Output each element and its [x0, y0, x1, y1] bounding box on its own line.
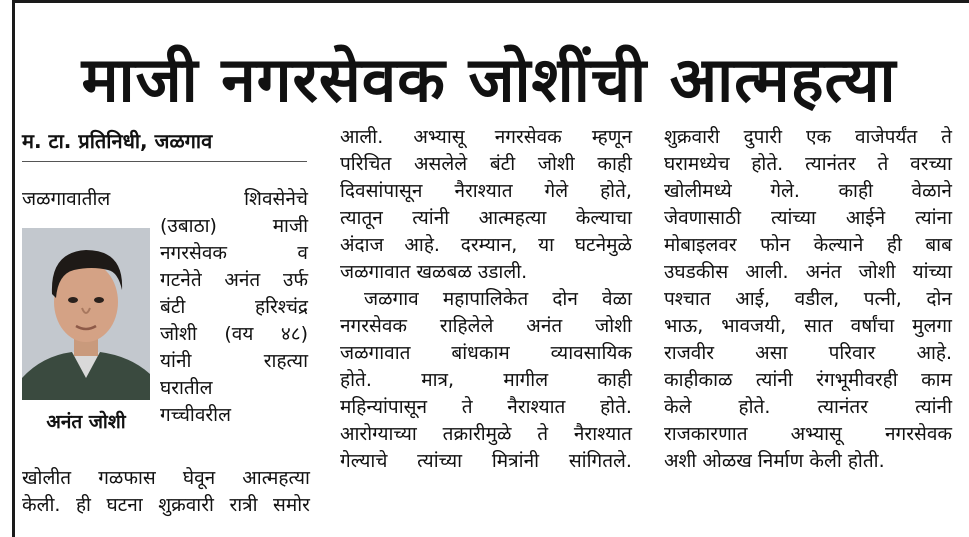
word: जळगावात [340, 342, 411, 364]
word: केल्याने [813, 234, 864, 256]
word: तक्रारीमुळे [442, 423, 512, 445]
article-line [340, 178, 632, 205]
word: खोलीत [22, 467, 72, 489]
article-line [160, 321, 308, 348]
word: शुक्रवारी [664, 126, 720, 148]
word: घेवून [182, 467, 216, 489]
article-line [340, 205, 632, 232]
word: काही [597, 369, 632, 391]
article-line [340, 394, 632, 421]
word: अनंत [224, 269, 261, 291]
word: होते. [738, 396, 771, 418]
right-column-text [664, 124, 952, 475]
word: दोन [926, 288, 952, 310]
word: गेले [544, 180, 569, 202]
word: उघडकीस [664, 261, 729, 283]
article-line [664, 394, 952, 421]
article-line [664, 421, 952, 448]
word: (उबाठा) [160, 215, 217, 237]
word: पत्नी, [863, 288, 902, 310]
word: त्यांनी [915, 396, 952, 418]
headline: माजी नगरसेवक जोशींची आत्महत्या [81, 43, 897, 116]
word: मागील [503, 369, 549, 391]
article-line [340, 421, 632, 448]
word: घरामध्येच [664, 153, 730, 175]
word: जेवणासाठी [664, 207, 742, 229]
word: यांनी [160, 350, 192, 372]
photo-caption: अनंत जोशी [46, 411, 126, 433]
article-line [340, 340, 632, 367]
word: पश्चात [664, 288, 711, 310]
article-line [340, 151, 632, 178]
word: फोन [760, 234, 791, 256]
article-line [664, 286, 952, 313]
word: माजी [272, 215, 308, 237]
article-line [160, 294, 308, 321]
word: आहे. [916, 342, 952, 364]
word: काही [838, 180, 873, 202]
word: अनंत [805, 261, 842, 283]
word: त्यांच्या [770, 207, 816, 229]
word: असा [755, 342, 788, 364]
word: नैराश्यात [573, 423, 632, 445]
article-line [340, 367, 632, 394]
byline: म. टा. प्रतिनिधी, जळगाव [22, 128, 213, 153]
word: रंगभूमीवरही [816, 369, 898, 391]
article-line [22, 465, 310, 492]
word: रात्री [229, 494, 258, 516]
word: भाऊ, [664, 315, 704, 337]
word: बंटी [489, 153, 516, 175]
word: बांधकाम [451, 342, 510, 364]
word: दुपारी [743, 126, 783, 148]
word: असलेले [414, 153, 468, 175]
word: काम [921, 369, 952, 391]
word: अंदाज [340, 234, 384, 256]
word: राजवीर [664, 342, 715, 364]
article-line [160, 267, 308, 294]
article-line [340, 232, 632, 259]
word: आत्महत्या [242, 467, 310, 489]
article-line [22, 186, 308, 213]
article-line [664, 367, 952, 394]
word: अनंत [526, 315, 563, 337]
frame-top-border [12, 0, 969, 3]
word: जळगावातील [22, 188, 111, 210]
article-line [664, 151, 952, 178]
word: आली. [745, 261, 789, 283]
word: वरच्या [910, 153, 952, 175]
word: होते. [600, 396, 632, 418]
word: काहीकाळ [664, 369, 733, 391]
word: जळगाव [364, 288, 419, 310]
byline-divider [22, 161, 307, 162]
article-line [22, 492, 310, 519]
article-line [160, 213, 308, 240]
article-line [340, 286, 632, 313]
word: ते [941, 126, 952, 148]
article-line [664, 259, 952, 286]
word: त्यांच्या [417, 450, 463, 472]
word: दरम्यान, [460, 234, 518, 256]
article-line: गच्चीवरील [160, 404, 231, 426]
word: या [538, 234, 555, 256]
word: ते [537, 423, 549, 445]
word: राहत्या [263, 350, 308, 372]
word: घटनेमुळे [574, 234, 632, 256]
word: ४८) [280, 323, 308, 345]
word: भावजयी, [721, 315, 787, 337]
word: गळफास [98, 467, 156, 489]
middle-column-text [340, 124, 632, 475]
portrait-photo [22, 228, 150, 400]
article-line: घरातील [160, 377, 213, 399]
word: जोशी [160, 323, 197, 345]
word: वाजेपर्यंत [854, 126, 918, 148]
word: केले [664, 396, 692, 418]
word: नगरसेवक [494, 126, 562, 148]
word: वेळाने [911, 180, 952, 202]
word: होते, [600, 180, 632, 202]
word: त्यातून [340, 207, 383, 229]
word: नैराश्यात [454, 180, 513, 202]
left-column-wide-text [22, 465, 310, 519]
article-line: जळगावात खळबळ उडाली. [340, 261, 528, 283]
word: केली. [22, 494, 61, 516]
word: परिचित [340, 153, 392, 175]
word: त्यांनी [755, 369, 793, 391]
word: जोशी [537, 153, 575, 175]
article-line [664, 178, 952, 205]
word: राहिलेले [439, 315, 494, 337]
word: नगरसेवक [340, 315, 408, 337]
word: वेळा [602, 288, 632, 310]
word: नगरसेवक [884, 423, 952, 445]
word: दिवसांपासून [340, 180, 423, 202]
article-line [340, 448, 632, 475]
word: शुक्रवारी [158, 494, 214, 516]
article-line [664, 205, 952, 232]
word: काही [597, 153, 632, 175]
word: अभ्यासू [790, 423, 842, 445]
article-line [664, 340, 952, 367]
word: गेले. [770, 180, 800, 202]
word: त्यांनी [412, 207, 450, 229]
word: व्यावसायिक [550, 342, 632, 364]
word: मोबाइलवर [664, 234, 737, 256]
word: परिवार [828, 342, 876, 364]
word: म्हणून [591, 126, 632, 148]
word: राजकारणात [664, 423, 748, 445]
word: नैराश्यात [507, 396, 566, 418]
word: आई, [735, 288, 771, 310]
word: केल्याचा [575, 207, 632, 229]
article-line [664, 313, 952, 340]
word: अभ्यासू [413, 126, 465, 148]
word: एक [805, 126, 832, 148]
word: बंटी [160, 296, 186, 318]
article-line [664, 232, 952, 259]
word: वर्षांचा [850, 315, 895, 337]
word: दोन [552, 288, 578, 310]
word: आहे. [404, 234, 440, 256]
word: समोर [273, 494, 310, 516]
word: आत्महत्या [478, 207, 547, 229]
word: घटना [106, 494, 143, 516]
word: उर्फ [282, 269, 308, 291]
article-line [160, 348, 308, 375]
word: हरिश्चंद्र [254, 296, 308, 318]
word: मात्र, [421, 369, 455, 391]
word: (वय [224, 323, 254, 345]
word: महापालिकेत [442, 288, 529, 310]
word: यांच्या [912, 261, 952, 283]
word: त्यांना [915, 207, 952, 229]
word: ही [75, 494, 91, 516]
word: शिवसेनेचे [244, 188, 308, 210]
word: मित्रांनी [491, 450, 540, 472]
word: महिन्यांपासून [340, 396, 428, 418]
article-line [340, 313, 632, 340]
article-line [340, 124, 632, 151]
word: ते [877, 153, 889, 175]
word: होते. [340, 369, 372, 391]
word: ते [461, 396, 473, 418]
word: आरोग्याच्या [340, 423, 417, 445]
word: खोलीमध्ये [664, 180, 732, 202]
word: गेल्याचे [340, 450, 388, 472]
word: सात [804, 315, 833, 337]
word: आली. [340, 126, 384, 148]
word: जोशी [595, 315, 632, 337]
article-line [664, 124, 952, 151]
word: मुलगा [912, 315, 952, 337]
article-line [160, 240, 308, 267]
word: जोशी [858, 261, 896, 283]
article-line: अशी ओळख निर्माण केली होती. [664, 450, 885, 472]
word: ही [886, 234, 902, 256]
word: त्यानंतर [805, 153, 856, 175]
word: आईने [845, 207, 886, 229]
word: सांगितले. [568, 450, 632, 472]
word: व [297, 242, 308, 264]
word: गटनेते [160, 269, 202, 291]
word: बाब [925, 234, 952, 256]
word: होते. [751, 153, 784, 175]
word: त्यानंतर [817, 396, 869, 418]
word: नगरसेवक [160, 242, 228, 264]
word: वडील, [794, 288, 840, 310]
